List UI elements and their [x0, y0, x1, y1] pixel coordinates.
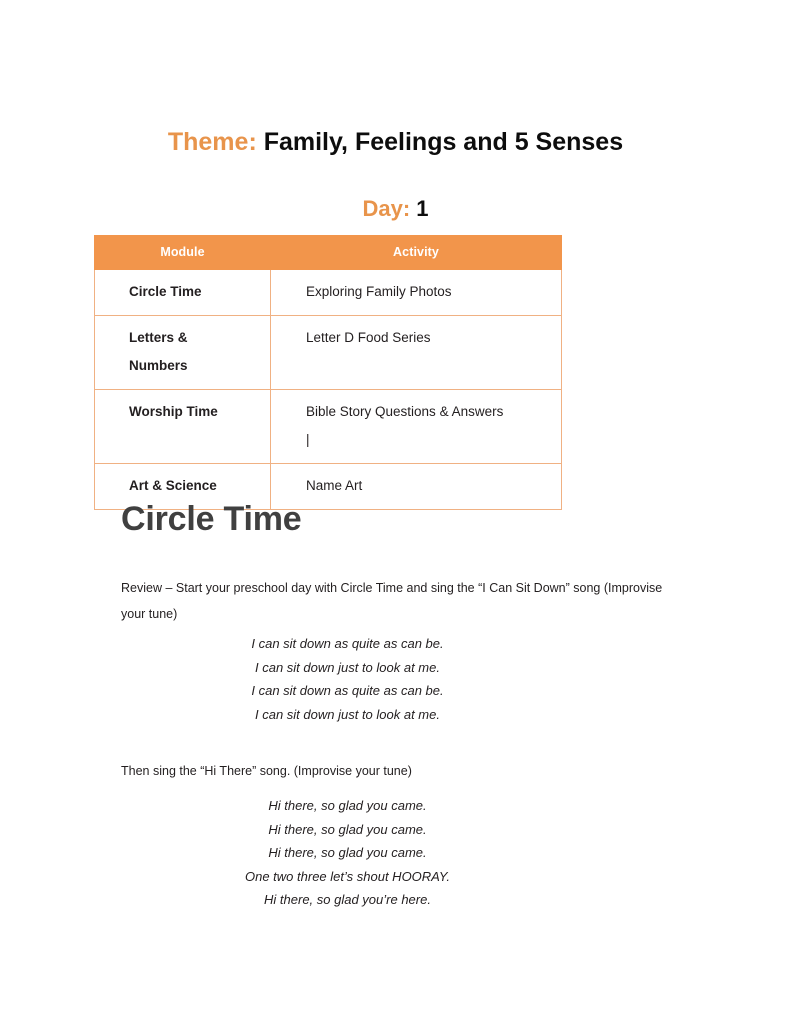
lyric-line: Hi there, so glad you came.	[268, 845, 427, 860]
day-label: Day:	[362, 196, 411, 221]
lyric-line: I can sit down as quite as can be.	[251, 683, 444, 698]
song-lyrics-hi-there	[0, 794, 791, 912]
lyric-line: I can sit down just to look at me.	[255, 659, 440, 675]
column-header-activity: Activity	[271, 236, 562, 270]
table-header-row	[95, 236, 562, 270]
lyric-line: Hi there, so glad you came.	[268, 821, 427, 837]
review-paragraph: Review – Start your preschool day with Circle Time and sing the “I Can Sit Down” song (Improvise your tune)	[121, 581, 663, 621]
cell-module-text: Art & Science	[129, 478, 217, 493]
song-lyrics-i-can-sit-down	[0, 632, 791, 726]
cell-activity-text: Name Art	[306, 478, 363, 493]
then-sing-paragraph: Then sing the “Hi There” song. (Improvise your tune)	[121, 764, 412, 778]
theme-heading	[0, 126, 791, 158]
section-heading: Circle Time	[121, 500, 302, 538]
cell-activity	[271, 390, 562, 464]
cell-module-text: Worship Time	[129, 404, 218, 419]
lyric-line: Hi there, so glad you came.	[268, 798, 427, 813]
day-heading	[0, 194, 791, 224]
cell-activity-text-line2: |	[306, 432, 310, 447]
theme-label: Theme:	[167, 128, 257, 156]
cell-module	[95, 270, 271, 316]
schedule-table	[94, 235, 562, 510]
cell-activity	[271, 316, 562, 390]
table-row	[95, 390, 562, 464]
table-row	[95, 316, 562, 390]
lyric-line: I can sit down just to look at me.	[255, 706, 440, 722]
lyric-line: Hi there, so glad you’re here.	[264, 892, 431, 907]
cell-module-text: Circle Time	[129, 284, 202, 299]
column-header-module: Module	[95, 236, 271, 270]
lyric-line: One two three let’s shout HOORAY.	[245, 868, 450, 884]
cell-module-text: Letters &	[129, 330, 188, 345]
cell-activity-text: Bible Story Questions & Answers	[306, 404, 504, 419]
table-row	[95, 270, 562, 316]
cell-activity	[271, 464, 562, 510]
cell-module-text-line2: Numbers	[129, 358, 188, 373]
cell-module	[95, 390, 271, 464]
lyric-line: I can sit down as quite as can be.	[251, 636, 444, 651]
day-value: 1	[410, 196, 429, 221]
cell-activity	[271, 270, 562, 316]
theme-value: Family, Feelings and 5 Senses	[256, 128, 624, 156]
cell-activity-text: Letter D Food Series	[306, 330, 431, 345]
cell-module	[95, 316, 271, 390]
cell-activity-text: Exploring Family Photos	[306, 284, 452, 299]
